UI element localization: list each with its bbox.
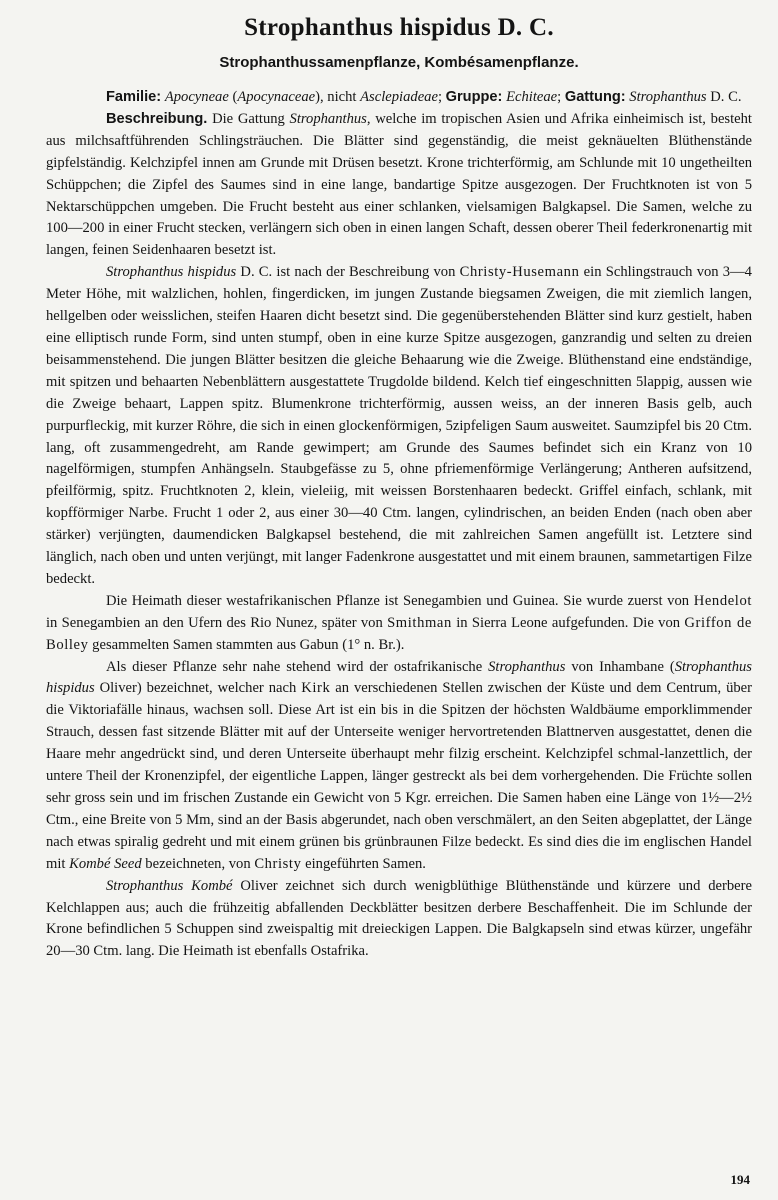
species-name: Strophanthus Kombé — [106, 877, 233, 894]
collector-name: Hendelot — [693, 592, 752, 609]
text-run: in Sierra Leone aufgefunden. Die von — [451, 614, 685, 631]
text-run: ), nicht — [315, 89, 361, 105]
text-run: von Inhambane ( — [565, 658, 675, 675]
genus-name: Strophanthus — [629, 89, 707, 105]
excluded-family: Asclepiadeae — [360, 89, 438, 105]
text-run: D. C. — [706, 89, 742, 105]
page-title: Strophanthus hispidus D. C. — [244, 14, 554, 41]
text-run: ; — [557, 89, 565, 105]
text-run: gesammelten Samen stammten aus Gabun (1° n. Br.). — [88, 636, 405, 653]
group-name: Echiteae — [506, 89, 558, 105]
family-name-alt: Apocynaceae — [237, 89, 316, 105]
author-name: Kirk — [301, 680, 331, 697]
text-run: ein Schlingstrauch von 3—4 Meter Höhe, mit walzlichen, hohlen, fingerdicken, im jungen Zustande biegsamen Zweigen, die mit ziemlich langen, hellgelben oder weisslichen, steifen Haaren dicht besetzt sind. Die gegenüberstehenden Blätter sind kurz gestielt, haben eine elliptisch runde Form, sind unten stumpf, oben in eine kurze Spitze ausgezogen, ganzrandig und selten zu dreien beisammenstehend. Die jungen Blätter besitzen die gleiche Behaarung wie die Zweige. Blüthenstand eine endständige, mit spitzen und behaarten Nebenblättern ausgestattete Trugdolde bildend. Kelch tief eingeschnitten 5lappig, aussen wie die Zweige behaart, Lappen spitz. Blumenkrone trichterförmig, aussen weiss, an der inneren Basis gelb, auch purpurfleckig, mit kurzer Röhre, die sich in einen glockenförmigen, 5zipfeligen Saum ausweitet. Saumzipfel bis 20 Ctm. lang, oft zusammengedreht, am Rande gewimpert; am Grunde des Saumes befindet sich ein Kranz von 10 nagelförmigen, stumpfen Anhängseln. Staubgefässe zu 5, ohne pfriemenförmige Verlängerung; Antheren aufsitzend, pfeilförmig, spitz. Fruchtknoten 2, klein, vieleiig, mit weissen Borstenhaaren bedeckt. Griffel einfach, schlank, mit kopfförmiger Narbe. Frucht 1 oder 2, aus einer 30—40 Ctm. langen, cylindrischen, an beiden Enden (nach oben aber stärker) verjüngten, daumendicken Balgkapsel bestehend, die mit zahlreichen Samen angefüllt ist. Letztere sind länglich, nach oben und unten verjüngt, mit langer Fadenkrone ausgestattet und mit einem braunen, sammetartigen Filze bedeckt. — [46, 264, 752, 587]
page-subtitle: Strophanthussamenpflanze, Kombésamenpflanze. — [219, 54, 579, 71]
text-run: Oliver) bezeichnet, welcher nach — [94, 680, 302, 697]
text-run: Die Heimath dieser westafrikanischen Pflanze ist Senegambien und Guinea. Sie wurde zuerst von — [106, 592, 694, 609]
body-text — [46, 87, 752, 963]
species-name: Strophanthus hispidus — [106, 264, 237, 281]
author-name: Christy — [254, 855, 302, 872]
genus-name: Strophanthus — [488, 658, 566, 675]
collector-name: Smithman — [387, 614, 452, 631]
text-run: an verschiedenen Stellen zwischen der Küste und dem Centrum, über die Viktoriafälle hinaus, wachsen soll. Diese Art ist ein bis in die Spitzen der höchsten Waldbäume emporklimmender Strauch, dessen fast sitzende Blätter mit auf der Unterseite weniger hervortretenden Blattnerven ausgestattet, denen die Haare mehr angedrückt sind, und deren Unterseite überhaupt mehr filzig erscheint. Kelchzipfel schmal-lanzettlich, der untere Theil der Kronenzipfel, der eigentliche Lappen, länger gestreckt als bei dem vorhergehenden. Die Früchte sollen sehr gross sein und im frischen Zustande ein Gewicht von 5 Kgr. erreichen. Die Samen haben eine Länge von 1½—2½ Ctm., eine Breite von 5 Mm, sind an der Basis abgerundet, nach oben verschmälert, an den Seiten abgeplattet, der Länge nach etwas spiralig gedreht und mit einem grünen bis grünbraunen Filze bedeckt. Es sind dies die im englischen Handel mit — [46, 680, 752, 872]
text-run: Als dieser Pflanze sehr nahe stehend wird der ostafrikanische — [106, 658, 489, 675]
text-run: bezeichneten, von — [141, 855, 255, 872]
paragraph-familie — [46, 87, 752, 109]
text-run: in Senegambien an den Ufern des Rio Nunez, später von — [46, 614, 388, 631]
genus-name: Strophanthus — [289, 110, 367, 127]
species-name: Strophanthus hispidus — [46, 658, 752, 697]
paragraph-ostafrika — [46, 657, 752, 876]
text-run: , welche im tropischen Asien und Afrika einheimisch ist, besteht aus milchsaftführenden Schlingsträuchen. Die Blätter sind gegenständig, die meist geknäuelten Blüthenstände gipfelständig. Kelchzipfel innen am Grunde mit Drüsen besetzt. Krone trichterförmig, am Schlunde mit 10 ungetheilten Schüppchen; die Zipfel des Saumes sind in eine lange, bandartige Spitze ausgezogen. Der Fruchtknoten ist von 5 Nektarschüppchen umgeben. Die Frucht besteht aus einer schlanken, vielsamigen Balgkapsel. Die Samen, welche zu 100—200 in einer Frucht stecken, verlängern sich oben in einen langen Schaft, dessen oberer Theil federkronenartig mit langen, feinen Seidenhaaren besetzt ist. — [46, 110, 752, 259]
paragraph-hispidus — [46, 262, 752, 591]
text-run: ( — [228, 89, 238, 105]
paragraph-heimath — [46, 591, 752, 657]
familie-label: Familie: — [106, 89, 162, 105]
paragraph-kombe — [46, 876, 752, 964]
text-run: D. C. ist nach der Beschreibung von — [236, 264, 460, 281]
author-name: Christy-Husemann — [459, 264, 580, 281]
text-run: ; — [437, 89, 446, 105]
paragraph-beschreibung — [46, 109, 752, 262]
beschreibung-label: Beschreibung. — [106, 110, 208, 127]
collector-name: Griffon de Bolley — [46, 614, 752, 653]
gattung-label: Gattung: — [564, 89, 626, 105]
text-run: eingeführten Samen. — [301, 855, 426, 872]
text-run: Die Gattung — [207, 110, 290, 127]
gruppe-label: Gruppe: — [445, 89, 503, 105]
page-number: 194 — [730, 1172, 750, 1187]
text-run: Oliver zeichnet sich durch wenigblüthige Blüthenstände und kürzere und derbere Kelchlappen aus; auch die frühzeitig abfallenden Deckblätter besitzen derbere Beschaffenheit. Die im Schlunde der Krone befindlichen 5 Schuppen sind zweispaltig mit dreieckigen Lappen. Die Balgkapseln sind etwas kürzer, ungefähr 20—30 Ctm. lang. Die Heimath ist ebenfalls Ostafrika. — [46, 877, 752, 960]
family-name: Apocyneae — [164, 89, 229, 105]
trade-name: Kombé Seed — [69, 855, 142, 872]
